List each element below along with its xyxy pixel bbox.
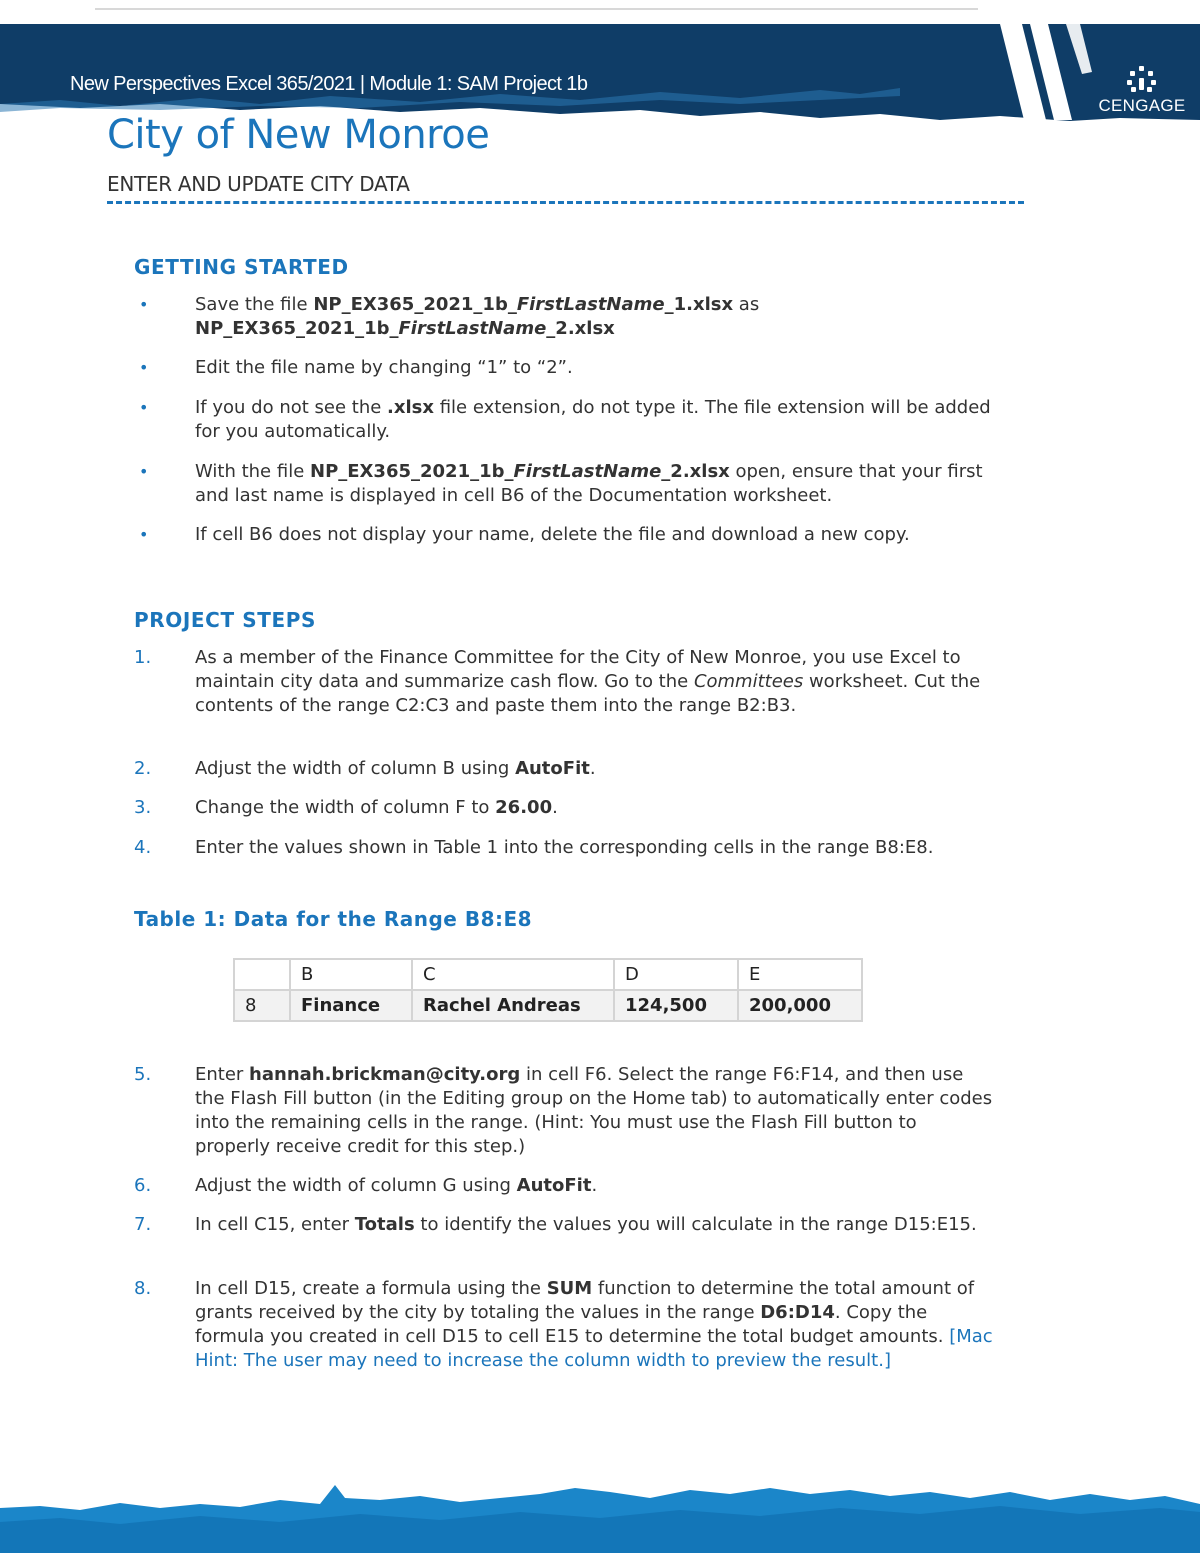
step-number: 8. [134, 1278, 152, 1299]
document-subtitle: ENTER AND UPDATE CITY DATA [107, 172, 410, 196]
step-text: Change the width of column F to 26.00. [195, 797, 558, 818]
table-cell: D [614, 959, 738, 990]
table-cell: Rachel Andreas [412, 990, 614, 1021]
data-table [233, 958, 863, 1022]
table-cell: 8 [234, 990, 290, 1021]
list-item-text: Save the file NP_EX365_2021_1b_FirstLastName_1.xlsx as NP_EX365_2021_1b_FirstLastName_2.xlsx [195, 294, 760, 339]
bullet-icon: • [139, 525, 149, 544]
brand-name: CENGAGE [1098, 96, 1186, 115]
step-number: 6. [134, 1175, 152, 1196]
dashed-divider [107, 201, 1024, 204]
table-cell [234, 959, 290, 990]
step-text: Enter the values shown in Table 1 into the corresponding cells in the range B8:E8. [195, 837, 934, 858]
table-cell: Finance [290, 990, 412, 1021]
step-number: 1. [134, 647, 152, 668]
step-number: 5. [134, 1064, 152, 1085]
table-header-row [234, 959, 862, 990]
cengage-logo [1092, 64, 1192, 116]
header-banner [0, 24, 1200, 124]
step-text: In cell C15, enter Totals to identify the values you will calculate in the range D15:E15. [195, 1214, 977, 1235]
step-text: In cell D15, create a formula using the SUM function to determine the total amount of grants received by the city by totaling the values in the range D6:D14. Copy the formula you created in cell D15 to cell E15 to determine the total budget amounts. [Mac Hint: The user may need to increase the column width to preview the result.] [195, 1278, 993, 1371]
cengage-mark-icon [1127, 64, 1157, 94]
table-cell: E [738, 959, 862, 990]
table-row [234, 990, 862, 1021]
mac-hint: [Mac Hint: The user may need to increase the column width to preview the result.] [195, 1326, 993, 1371]
step-text: As a member of the Finance Committee for the City of New Monroe, you use Excel to maintain city data and summarize cash flow. Go to the Committees worksheet. Cut the contents of the range C2:C3 and paste them into the range B2:B3. [195, 647, 981, 716]
table-cell: 124,500 [614, 990, 738, 1021]
step-number: 3. [134, 797, 152, 818]
bullet-icon: • [139, 295, 149, 314]
table-caption: Table 1: Data for the Range B8:E8 [134, 907, 533, 931]
project-steps-heading: PROJECT STEPS [134, 608, 317, 632]
getting-started-heading: GETTING STARTED [134, 255, 349, 279]
bullet-icon: • [139, 398, 149, 417]
step-number: 2. [134, 758, 152, 779]
list-item-text: If you do not see the .xlsx file extension, do not type it. The file extension will be added for you automatically. [195, 397, 991, 442]
table-cell: B [290, 959, 412, 990]
step-text: Enter hannah.brickman@city.org in cell F6. Select the range F6:F14, and then use the Flash Fill button (in the Editing group on the Home tab) to automatically enter codes into the remaining cells in the range. (Hint: You must use the Flash Fill button to properly receive credit for this step.) [195, 1064, 993, 1157]
table-cell: 200,000 [738, 990, 862, 1021]
bullet-icon: • [139, 462, 149, 481]
header-title: New Perspectives Excel 365/2021 | Module 1: SAM Project 1b [70, 73, 588, 95]
table-cell: C [412, 959, 614, 990]
step-text: Adjust the width of column B using AutoFit. [195, 758, 596, 779]
footer-wave [0, 1470, 1200, 1553]
bullet-icon: • [139, 358, 149, 377]
footer-wave-shape [0, 1470, 1200, 1553]
list-item-text: With the file NP_EX365_2021_1b_FirstLastName_2.xlsx open, ensure that your first and last name is displayed in cell B6 of the Documentation worksheet. [195, 461, 983, 506]
step-number: 7. [134, 1214, 152, 1235]
document-title: City of New Monroe [107, 112, 490, 158]
list-item-text: If cell B6 does not display your name, delete the file and download a new copy. [195, 524, 910, 545]
step-text: Adjust the width of column G using AutoFit. [195, 1175, 598, 1196]
list-item-text: Edit the file name by changing “1” to “2”. [195, 357, 573, 378]
step-number: 4. [134, 837, 152, 858]
